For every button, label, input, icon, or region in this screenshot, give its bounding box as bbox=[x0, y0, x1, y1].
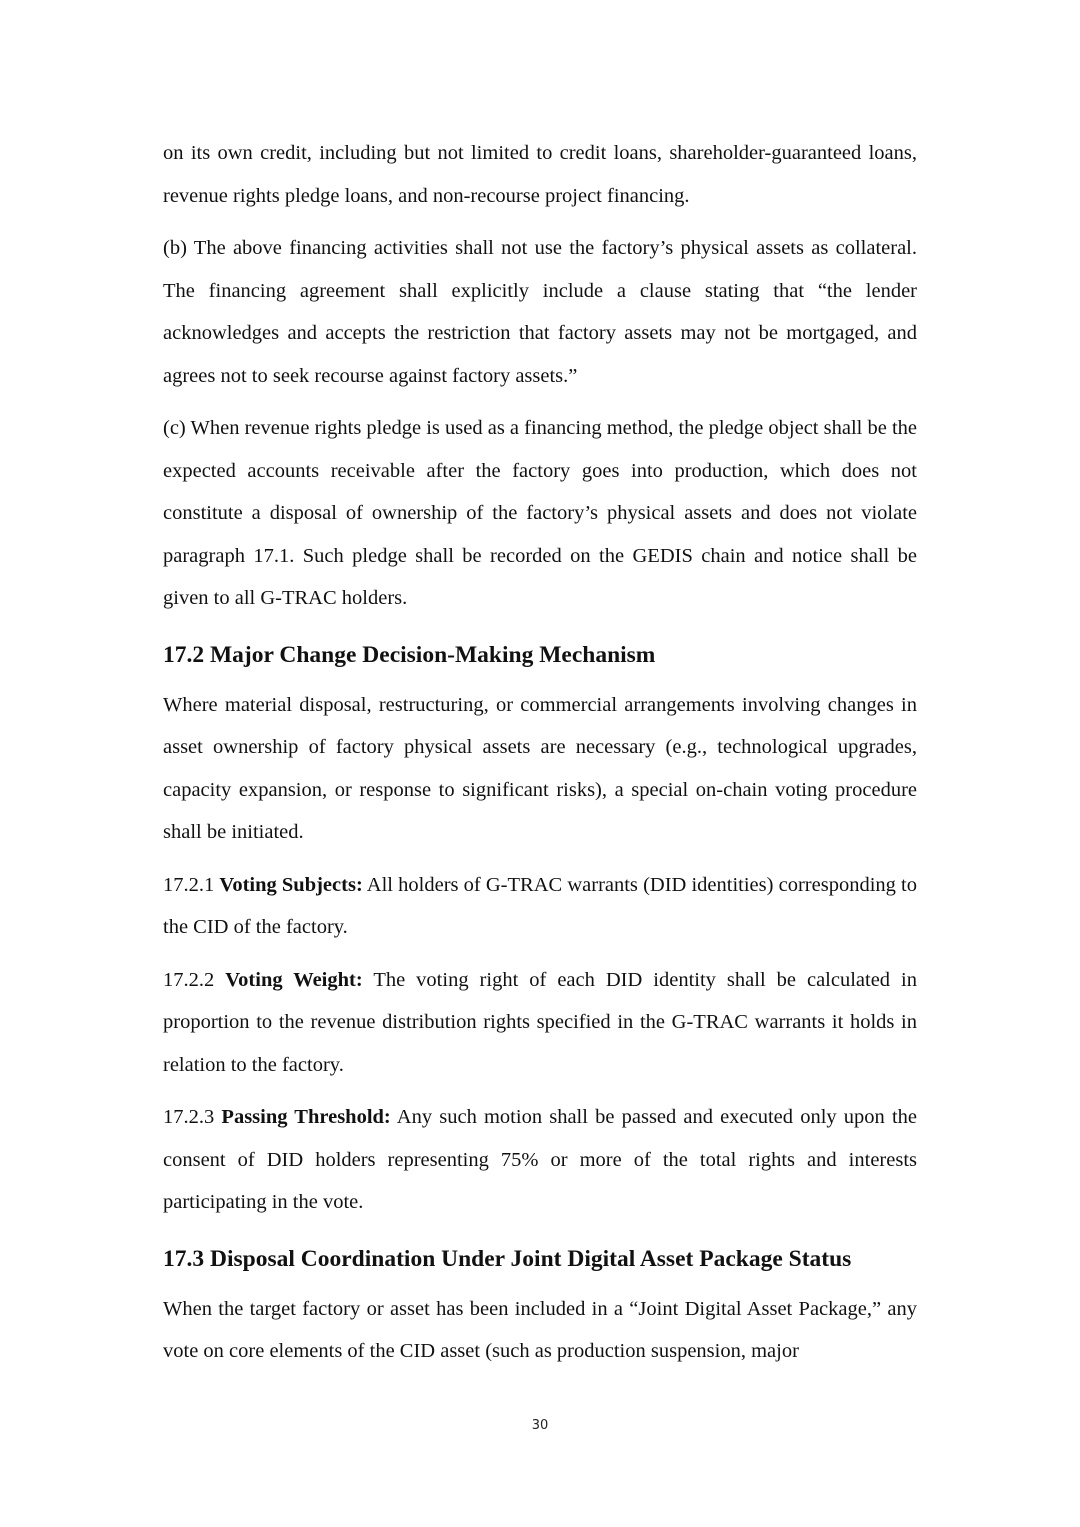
paragraph-17-2: Where material disposal, restructuring, or commercial arrangements involving changes in asset ownership of factory physical assets are necessary (e.g., technological upgrades, capacity expansion, or response to significant risks), a special on-chain voting procedure shall be initiated. bbox=[163, 693, 917, 843]
item-text: Any such motion shall be passed and executed only upon the consent of DID holders representing 75% or more of the total rights and interests participating in the vote. bbox=[163, 1106, 917, 1213]
item-term: Voting Subjects: bbox=[219, 873, 363, 896]
item-number: 17.2.3 bbox=[163, 1106, 215, 1128]
page-number: 30 bbox=[531, 1418, 549, 1433]
item-17-2-2 bbox=[163, 959, 917, 1087]
item-number: 17.2.2 bbox=[163, 968, 215, 991]
document-page bbox=[163, 132, 917, 1383]
paragraph-clause-b: (b) The above financing activities shall not use the factory’s physical assets as collateral. The financing agreement shall explicitly include a clause stating that “the lender acknowledges and accepts the restriction that factory assets may not be mortgaged, and agrees not to seek recourse against factory assets.” bbox=[163, 237, 917, 387]
paragraph-financing-intro: on its own credit, including but not limited to credit loans, shareholder-guaranteed loans, revenue rights pledge loans, and non-recourse project financing. bbox=[163, 142, 917, 207]
paragraph-clause-c: (c) When revenue rights pledge is used as a financing method, the pledge object shall be the expected accounts receivable after the factory goes into production, which does not constitute a disposal of ownership of the factory’s physical assets and does not violate paragraph 17.1. Such pledge shall be recorded on the GEDIS chain and notice shall be given to all G-TRAC holders. bbox=[163, 417, 917, 609]
paragraph-17-3: When the target factory or asset has been included in a “Joint Digital Asset Package,” any vote on core elements of the CID asset (such as production suspension, major bbox=[163, 1297, 917, 1362]
section-heading-17-3: 17.3 Disposal Coordination Under Joint Digital Asset Package Status bbox=[163, 1245, 852, 1272]
item-17-2-3 bbox=[163, 1096, 917, 1224]
item-text: All holders of G-TRAC warrants (DID identities) corresponding to the CID of the factory. bbox=[163, 873, 917, 938]
item-17-2-1 bbox=[163, 864, 917, 949]
section-heading-17-2: 17.2 Major Change Decision-Making Mechanism bbox=[163, 641, 656, 668]
item-term: Voting Weight: bbox=[225, 968, 363, 991]
item-term: Passing Threshold: bbox=[221, 1106, 391, 1128]
item-number: 17.2.1 bbox=[163, 873, 215, 896]
item-text: The voting right of each DID identity shall be calculated in proportion to the revenue distribution rights specified in the G-TRAC warrants it holds in relation to the factory. bbox=[163, 968, 917, 1076]
